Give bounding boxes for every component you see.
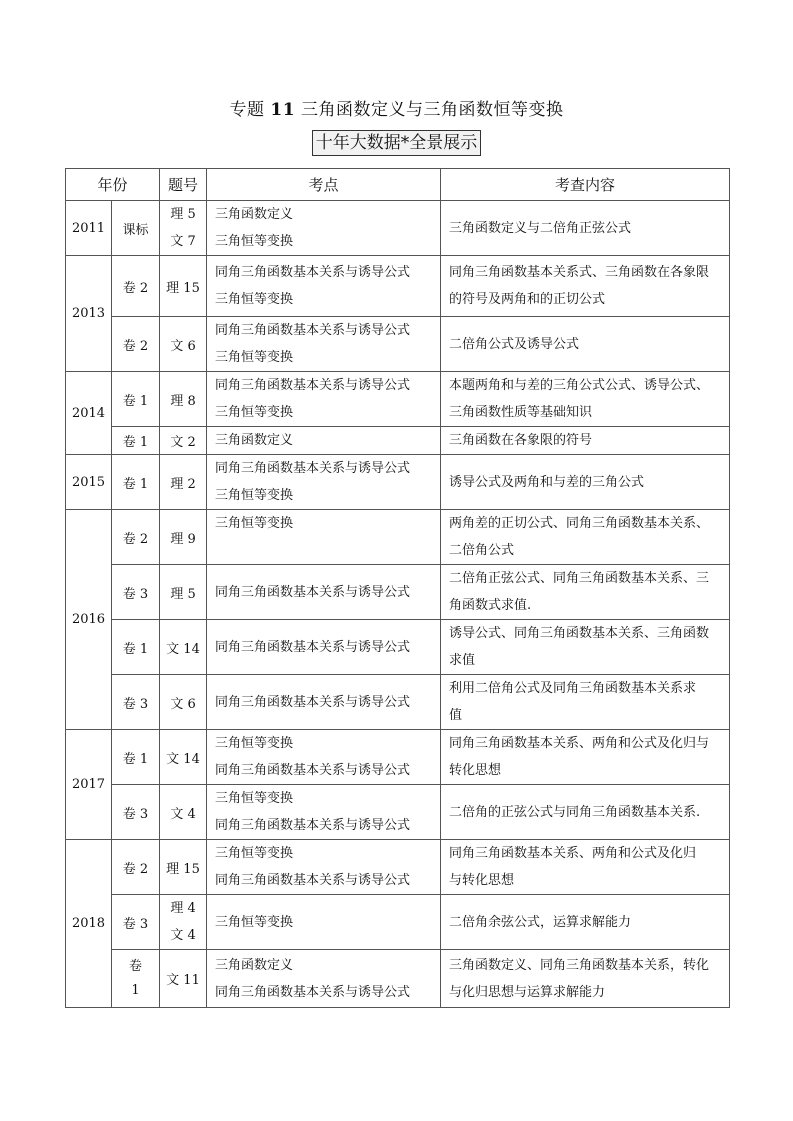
point-cell — [207, 565, 441, 620]
content-line: 二倍角余弦公式，运算求解能力 — [449, 914, 632, 930]
content-line: 同角三角函数基本关系式、三角函数在各象限 — [449, 265, 710, 280]
table-row — [66, 950, 730, 1008]
content-cell — [441, 785, 730, 840]
paper-cell: 卷 3 — [112, 785, 160, 840]
paper-cell — [112, 950, 160, 1008]
point-cell — [207, 620, 441, 675]
table-row — [66, 317, 730, 372]
content-line: 同角三角函数基本关系、两角和公式及化归与 — [449, 736, 710, 751]
table-row — [66, 455, 730, 510]
paper-cell: 卷 2 — [112, 256, 160, 317]
point-line: 同角三角函数基本关系与诱导公式 — [215, 265, 411, 280]
number-cell: 文 6 — [160, 317, 207, 372]
table-row — [66, 256, 730, 317]
content-cell — [441, 201, 730, 256]
number-cell: 理 8 — [160, 372, 207, 427]
table-row — [66, 620, 730, 675]
paper-line: 卷 — [129, 958, 143, 974]
paper-cell: 卷 1 — [112, 455, 160, 510]
content-line: 二倍角公式及诱导公式 — [449, 336, 580, 352]
point-cell — [207, 427, 441, 455]
number-cell: 理 5 — [160, 565, 207, 620]
header-number: 题号 — [160, 169, 207, 201]
point-line: 同角三角函数基本关系与诱导公式 — [215, 873, 411, 888]
year-cell: 2014 — [66, 372, 112, 455]
number-cell: 文 14 — [160, 730, 207, 785]
content-line: 同角三角函数基本关系、两角和公式及化归 — [449, 846, 697, 861]
paper-cell: 卷 2 — [112, 317, 160, 372]
point-line: 同角三角函数基本关系与诱导公式 — [215, 763, 411, 778]
paper-cell: 卷 3 — [112, 895, 160, 950]
content-line: 二倍角公式 — [449, 543, 515, 558]
point-cell — [207, 317, 441, 372]
number-line: 文 7 — [170, 234, 196, 249]
content-line: 本题两角和与差的三角公式公式、诱导公式、 — [449, 378, 710, 393]
header-point: 考点 — [207, 169, 441, 201]
point-line: 三角函数定义 — [215, 433, 294, 448]
table-row — [66, 201, 730, 256]
title-prefix: 专题 — [229, 100, 265, 120]
paper-cell: 卷 3 — [112, 565, 160, 620]
point-cell — [207, 950, 441, 1008]
paper-cell: 卷 1 — [112, 427, 160, 455]
point-cell — [207, 201, 441, 256]
table-row — [66, 895, 730, 950]
content-cell — [441, 675, 730, 730]
table-row — [66, 565, 730, 620]
point-line: 三角恒等变换 — [215, 914, 294, 930]
point-line: 三角恒等变换 — [215, 488, 294, 503]
paper-cell: 卷 1 — [112, 372, 160, 427]
number-line: 文 4 — [170, 928, 196, 943]
point-line: 同角三角函数基本关系与诱导公式 — [215, 461, 411, 476]
content-line: 二倍角的正弦公式与同角三角函数基本关系. — [449, 804, 701, 820]
point-cell — [207, 840, 441, 895]
number-cell: 文 2 — [160, 427, 207, 455]
number-cell: 文 14 — [160, 620, 207, 675]
number-line: 理 5 — [170, 207, 196, 222]
table-row — [66, 372, 730, 427]
content-cell — [441, 427, 730, 455]
year-cell: 2015 — [66, 455, 112, 510]
point-line: 三角函数定义 — [215, 207, 294, 222]
table-header-row — [66, 169, 730, 201]
content-line: 三角函数性质等基础知识 — [449, 405, 593, 420]
content-line: 诱导公式、同角三角函数基本关系、三角函数 — [449, 626, 710, 641]
point-cell — [207, 372, 441, 427]
year-cell: 2017 — [66, 730, 112, 840]
point-line: 三角恒等变换 — [215, 791, 294, 806]
point-line: 同角三角函数基本关系与诱导公式 — [215, 694, 411, 710]
content-line: 诱导公式及两角和与差的三角公式 — [449, 474, 645, 490]
point-line: 三角恒等变换 — [215, 736, 294, 751]
number-cell: 理 15 — [160, 840, 207, 895]
paper-cell: 课标 — [112, 201, 160, 256]
content-cell — [441, 455, 730, 510]
content-cell — [441, 565, 730, 620]
point-line: 三角恒等变换 — [215, 234, 294, 249]
table-row — [66, 730, 730, 785]
paper-cell: 卷 2 — [112, 840, 160, 895]
page-title — [0, 95, 793, 120]
content-line: 与化归思想与运算求解能力 — [449, 984, 606, 1000]
point-cell — [207, 256, 441, 317]
content-line: 三角函数定义、同角三角函数基本关系，转化 — [449, 957, 710, 973]
table-row — [66, 785, 730, 840]
paper-cell: 卷 1 — [112, 620, 160, 675]
number-line: 理 4 — [170, 901, 196, 916]
paper-cell: 卷 2 — [112, 510, 160, 565]
number-cell: 理 2 — [160, 455, 207, 510]
content-cell — [441, 950, 730, 1008]
paper-line: 1 — [131, 982, 140, 998]
content-line: 利用二倍角公式及同角三角函数基本关系求 — [449, 681, 697, 696]
content-line: 三角函数定义与二倍角正弦公式 — [449, 220, 632, 236]
subtitle-box: 十年大数据*全景展示 — [312, 130, 482, 156]
number-cell: 文 11 — [160, 950, 207, 1008]
paper-cell: 卷 3 — [112, 675, 160, 730]
content-cell — [441, 256, 730, 317]
content-cell — [441, 317, 730, 372]
table-row — [66, 510, 730, 565]
content-line: 值 — [449, 708, 463, 723]
content-cell — [441, 372, 730, 427]
content-line: 角函数式求值. — [449, 598, 532, 613]
number-cell: 理 15 — [160, 256, 207, 317]
point-line: 同角三角函数基本关系与诱导公式 — [215, 818, 411, 833]
number-cell: 文 4 — [160, 785, 207, 840]
point-line: 三角恒等变换 — [215, 846, 294, 861]
content-line: 求值 — [449, 653, 476, 668]
point-cell — [207, 895, 441, 950]
content-line: 二倍角正弦公式、同角三角函数基本关系、三 — [449, 571, 710, 586]
content-cell — [441, 730, 730, 785]
point-cell — [207, 510, 441, 565]
point-line: 同角三角函数基本关系与诱导公式 — [215, 984, 411, 1000]
point-line: 同角三角函数基本关系与诱导公式 — [215, 378, 411, 393]
year-cell: 2018 — [66, 840, 112, 1008]
title-number: 11 — [270, 100, 296, 120]
year-cell: 2016 — [66, 510, 112, 730]
content-cell — [441, 620, 730, 675]
number-cell — [160, 895, 207, 950]
title-text: 三角函数定义与三角函数恒等变换 — [300, 100, 564, 120]
header-content: 考查内容 — [441, 169, 730, 201]
point-cell — [207, 730, 441, 785]
point-line: 同角三角函数基本关系与诱导公式 — [215, 639, 411, 655]
point-line: 三角恒等变换 — [215, 350, 294, 365]
content-cell — [441, 510, 730, 565]
year-cell: 2011 — [66, 201, 112, 256]
number-cell: 文 6 — [160, 675, 207, 730]
point-cell — [207, 455, 441, 510]
table-row — [66, 840, 730, 895]
content-line: 三角函数在各象限的符号 — [449, 433, 593, 448]
point-line: 同角三角函数基本关系与诱导公式 — [215, 584, 411, 600]
point-line: 三角恒等变换 — [215, 516, 294, 531]
exam-table — [65, 168, 730, 1008]
point-cell — [207, 785, 441, 840]
year-cell: 2013 — [66, 256, 112, 372]
number-cell: 理 9 — [160, 510, 207, 565]
point-line: 三角恒等变换 — [215, 292, 294, 307]
content-line: 与转化思想 — [449, 873, 515, 888]
point-line: 三角恒等变换 — [215, 405, 294, 420]
content-cell — [441, 895, 730, 950]
header-year: 年份 — [66, 169, 160, 201]
table-row — [66, 427, 730, 455]
content-line: 的符号及两角和的正切公式 — [449, 292, 606, 307]
point-line: 三角函数定义 — [215, 957, 294, 973]
content-line: 两角差的正切公式、同角三角函数基本关系、 — [449, 516, 710, 531]
point-cell — [207, 675, 441, 730]
number-cell — [160, 201, 207, 256]
paper-cell: 卷 1 — [112, 730, 160, 785]
point-line: 同角三角函数基本关系与诱导公式 — [215, 323, 411, 338]
content-cell — [441, 840, 730, 895]
table-row — [66, 675, 730, 730]
content-line: 转化思想 — [449, 763, 502, 778]
